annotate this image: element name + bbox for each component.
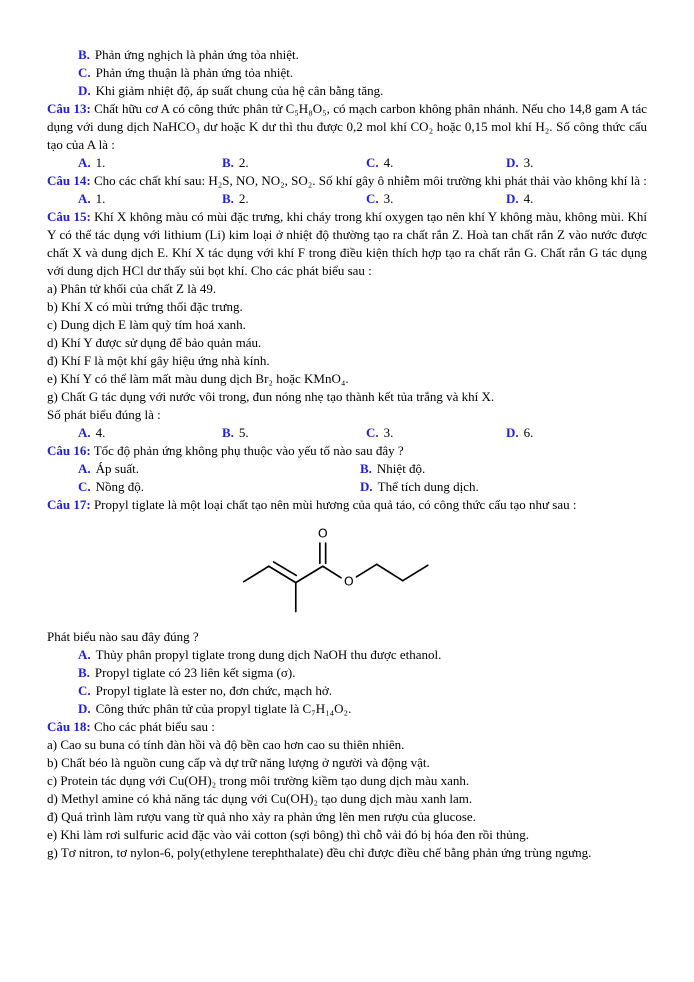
option-b[interactable] xyxy=(78,664,647,682)
option-letter: C. xyxy=(366,425,379,440)
option-letter: B. xyxy=(360,461,372,476)
question-17-body: Propyl tiglate là một loại chất tạo nên mùi hương của quả táo, có công thức cấu tạo như sau : xyxy=(93,497,577,512)
question-18 xyxy=(47,718,647,862)
question-15-closing: Số phát biểu đúng là : xyxy=(47,407,161,422)
question-15-number: Câu 15: xyxy=(47,209,91,224)
option-a[interactable] xyxy=(78,154,222,172)
option-text: 2. xyxy=(238,155,249,170)
option-text: Nồng độ. xyxy=(95,479,145,494)
question-17-text xyxy=(47,496,647,514)
option-letter: C. xyxy=(366,191,379,206)
statement-e: e) Khí Y có thể làm mất màu dung dịch Br₂ hoặc KMnO₄. xyxy=(47,371,349,386)
option-a[interactable] xyxy=(78,424,222,442)
statement-d: d) Khí Y được sử dụng để bảo quản máu. xyxy=(47,335,262,350)
statement-c: c) Dung dịch E làm quỳ tím hoá xanh. xyxy=(47,317,246,332)
option-d[interactable] xyxy=(506,424,647,442)
option-letter: D. xyxy=(78,701,91,716)
question-13-body: Chất hữu cơ A có công thức phân tử C₅H₈O₅, có mạch carbon không phân nhánh. Nếu cho 14,8 gam A tác dụng với dung dịch NaHCO₃ dư hoặc K dư thì thu được 0,2 mol khí CO₂ hoặc 0,15 mol khí H₂. Số công thức cấu tạo của A là : xyxy=(47,101,648,152)
question-16-body: Tốc độ phản ứng không phụ thuộc vào yếu tố nào sau đây ? xyxy=(93,443,404,458)
option-text: 1. xyxy=(95,155,106,170)
statement-b: b) Khí X có mùi trứng thối đặc trưng. xyxy=(47,299,243,314)
question-17-prompt: Phát biểu nào sau đây đúng ? xyxy=(47,629,199,644)
option-b[interactable] xyxy=(222,154,366,172)
option-letter: B. xyxy=(78,47,90,62)
option-a[interactable] xyxy=(78,460,360,478)
option-c[interactable] xyxy=(366,190,506,208)
question-14-options xyxy=(78,190,647,208)
question-13-options xyxy=(78,154,647,172)
question-14 xyxy=(47,172,647,208)
option-c[interactable] xyxy=(78,64,647,82)
option-text: Công thức phân tử của propyl tiglate là C₇H₁₄O₂. xyxy=(95,701,352,716)
question-13-number: Câu 13: xyxy=(47,101,91,116)
option-letter: C. xyxy=(78,65,91,80)
option-letter: D. xyxy=(78,83,91,98)
question-15-text xyxy=(47,208,647,280)
option-b[interactable] xyxy=(78,46,647,64)
option-text: Phản ứng nghịch là phản ứng tỏa nhiệt. xyxy=(94,47,299,62)
question-14-body: Cho các chất khí sau: H₂S, NO, NO₂, SO₂. Số khí gây ô nhiễm môi trường khi phát thải vào không khí là : xyxy=(93,173,647,188)
option-letter: B. xyxy=(222,191,234,206)
chemical-structure-drawing xyxy=(229,520,457,626)
option-letter: D. xyxy=(506,425,519,440)
option-letter: D. xyxy=(506,155,519,170)
option-text: 6. xyxy=(523,425,534,440)
question-14-number: Câu 14: xyxy=(47,173,91,188)
option-d[interactable] xyxy=(78,700,647,718)
question-16-text xyxy=(47,442,647,460)
option-text: 3. xyxy=(383,425,394,440)
option-d[interactable] xyxy=(506,154,647,172)
statement-d: d) Methyl amine có khả năng tác dụng với Cu(OH)₂ tạo dung dịch màu xanh lam. xyxy=(47,791,473,806)
option-letter: B. xyxy=(78,665,90,680)
statement-dd: đ) Khí F là một khí gây hiệu ứng nhà kính. xyxy=(47,353,270,368)
option-letter: C. xyxy=(78,479,91,494)
statement-e: e) Khi làm rơi sulfuric acid đặc vào vải cotton (sợi bông) thì chỗ vải đó bị hóa đen rồi thủng. xyxy=(47,827,529,842)
option-letter: A. xyxy=(78,425,91,440)
question-15-options xyxy=(78,424,647,442)
option-letter: D. xyxy=(360,479,373,494)
option-text: 2. xyxy=(238,191,249,206)
statement-dd: đ) Quá trình làm rượu vang từ quả nho xảy ra phản ứng lên men rượu của glucose. xyxy=(47,809,476,824)
ester-oxygen-atom: O xyxy=(343,573,354,589)
option-b[interactable] xyxy=(222,424,366,442)
option-d[interactable] xyxy=(506,190,647,208)
option-c[interactable] xyxy=(366,154,506,172)
statement-g: g) Tơ nitron, tơ nylon-6, poly(ethylene terephthalate) đều chỉ được điều chế bằng phản ứng trùng ngưng. xyxy=(47,845,592,860)
option-b[interactable] xyxy=(360,460,647,478)
option-text: Phản ứng thuận là phản ứng tỏa nhiệt. xyxy=(95,65,294,80)
option-c[interactable] xyxy=(78,682,647,700)
option-text: 3. xyxy=(523,155,534,170)
statement-a: a) Phân tử khối của chất Z là 49. xyxy=(47,281,217,296)
question-18-body: Cho các phát biểu sau : xyxy=(93,719,215,734)
option-text: 3. xyxy=(383,191,394,206)
option-text: 4. xyxy=(95,425,106,440)
option-text: Khi giảm nhiệt độ, áp suất chung của hệ cân bằng tăng. xyxy=(95,83,384,98)
question-14-text xyxy=(47,172,647,190)
option-b[interactable] xyxy=(222,190,366,208)
option-text: Thể tích dung dịch. xyxy=(377,479,479,494)
option-letter: D. xyxy=(506,191,519,206)
option-text: Thủy phân propyl tiglate trong dung dịch NaOH thu được ethanol. xyxy=(95,647,442,662)
question-16-number: Câu 16: xyxy=(47,443,91,458)
question-15-body: Khí X không màu có mùi đặc trưng, khi cháy trong khí oxygen tạo nên khí Y không màu, không mùi. Khí Y có thể tác dụng với lithium (Li) kim loại ở nhiệt độ thường tạo ra chất rắn Z. Hoà tan chất rắn Z vào nước được chất X và dung dịch E. Khí X tác dụng với khí F trong điều kiện thích hợp tạo ra chất rắn G. Chất rắn G tác dụng với dung dịch HCl dư thấy sủi bọt khí. Cho các phát biểu sau : xyxy=(47,209,647,278)
propyl-tiglate-structure xyxy=(229,520,647,626)
option-text: 1. xyxy=(95,191,106,206)
option-text: 5. xyxy=(238,425,249,440)
question-16 xyxy=(47,442,647,496)
question-15 xyxy=(47,208,647,442)
option-text: 4. xyxy=(523,191,534,206)
option-letter: A. xyxy=(78,461,91,476)
option-letter: A. xyxy=(78,155,91,170)
option-d[interactable] xyxy=(78,82,647,100)
option-c[interactable] xyxy=(78,478,360,496)
question-13-text xyxy=(47,100,647,154)
option-text: 4. xyxy=(383,155,394,170)
option-letter: C. xyxy=(78,683,91,698)
question-16-options xyxy=(78,460,647,496)
question-17-number: Câu 17: xyxy=(47,497,91,512)
question-18-text xyxy=(47,718,647,736)
option-letter: B. xyxy=(222,425,234,440)
option-letter: C. xyxy=(366,155,379,170)
option-d[interactable] xyxy=(360,478,647,496)
option-text: Nhiệt độ. xyxy=(376,461,426,476)
option-letter: A. xyxy=(78,191,91,206)
statement-b: b) Chất béo là nguồn cung cấp và dự trữ năng lượng ở người và động vật. xyxy=(47,755,430,770)
option-letter: B. xyxy=(222,155,234,170)
option-letter: A. xyxy=(78,647,91,662)
statement-g: g) Chất G tác dụng với nước vôi trong, đun nóng nhẹ tạo thành kết tủa trắng và khí X. xyxy=(47,389,495,404)
question-17 xyxy=(47,496,647,718)
statement-c: c) Protein tác dụng với Cu(OH)₂ trong môi trường kiềm tạo dung dịch màu xanh. xyxy=(47,773,470,788)
statement-a: a) Cao su buna có tính đàn hồi và độ bền cao hơn cao su thiên nhiên. xyxy=(47,737,405,752)
option-text: Áp suất. xyxy=(95,461,139,476)
option-c[interactable] xyxy=(366,424,506,442)
option-a[interactable] xyxy=(78,190,222,208)
option-text: Propyl tiglate có 23 liên kết sigma (σ). xyxy=(94,665,296,680)
question-13 xyxy=(47,100,647,172)
option-a[interactable] xyxy=(78,646,647,664)
question-18-number: Câu 18: xyxy=(47,719,91,734)
option-text: Propyl tiglate là ester no, đơn chức, mạch hở. xyxy=(95,683,332,698)
carbonyl-oxygen-atom: O xyxy=(317,525,328,541)
